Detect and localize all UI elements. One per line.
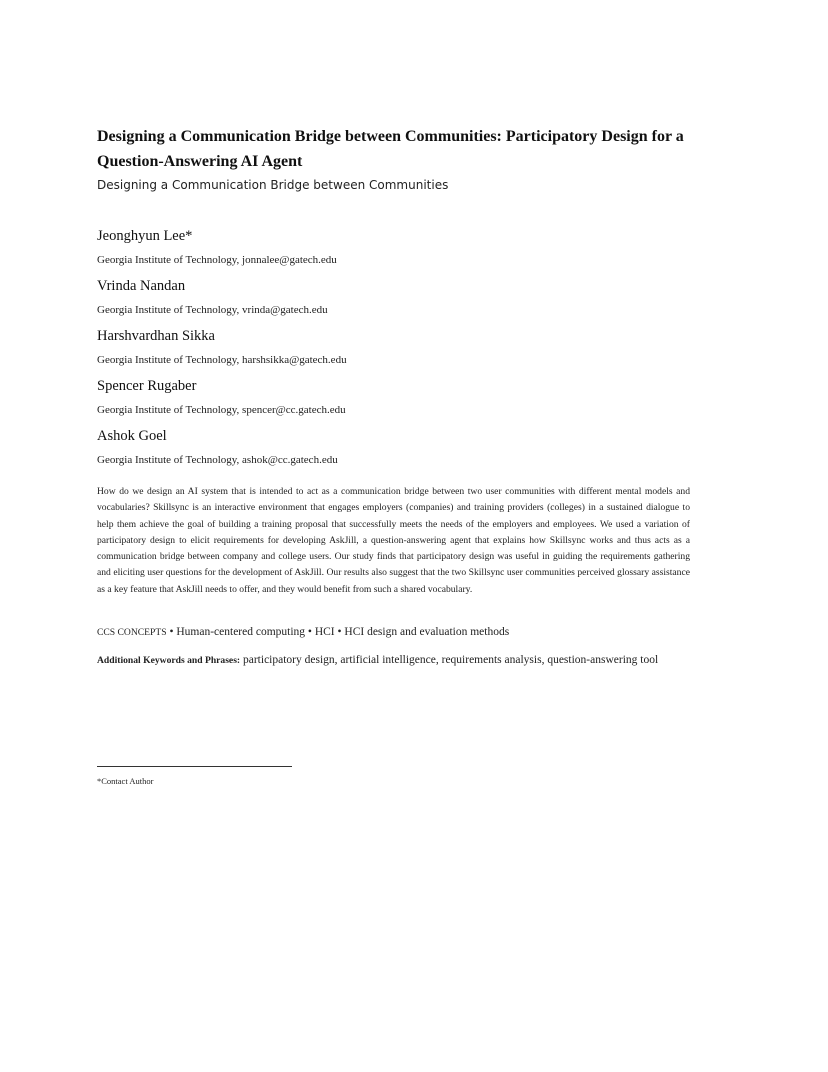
footnote-divider: [97, 766, 292, 767]
keywords-label: Additional Keywords and Phrases:: [97, 655, 241, 666]
author-affiliation: Georgia Institute of Technology, ashok@cc.gatech.edu: [97, 454, 338, 466]
ccs-text: • Human-centered computing • HCI • HCI design and evaluation methods: [166, 626, 510, 638]
ccs-label: CCS CONCEPTS: [97, 627, 167, 638]
author-name: Spencer Rugaber: [97, 378, 197, 394]
author-name: Vrinda Nandan: [97, 278, 186, 294]
footnote: *Contact Author: [97, 776, 154, 786]
keywords: [97, 652, 690, 670]
author-block: [97, 226, 737, 276]
abstract: How do we design an AI system that is intended to act as a communication bridge between two user communities with different mental models and vocabularies? Skillsync is an interactive environment that engages employers (companies) and training providers (colleges) in a sustained dialogue to help them achieve the goal of building a training proposal that successfully meets the needs of the employers and employees. We used a variation of participatory design to elicit requirements for developing AskJill, a question-answering agent that explains how Skillsync works and thus acts as a communication bridge between company and college users. Our study finds that participatory design was useful in guiding the requirements gathering and eliciting user questions for the development of AskJill. Our results also suggest that the two Skillsync user communities perceived glossary assistance as a key feature that AskJill needs to offer, and they would benefit from such a shared vocabulary.: [97, 486, 690, 595]
author-affiliation: Georgia Institute of Technology, jonnalee@gatech.edu: [97, 254, 337, 266]
author-name: Ashok Goel: [97, 428, 167, 444]
author-block: [97, 326, 737, 376]
keywords-text: participatory design, artificial intelligence, requirements analysis, question-answering tool: [240, 654, 659, 666]
author-affiliation: Georgia Institute of Technology, harshsikka@gatech.edu: [97, 354, 347, 366]
author-name: Harshvardhan Sikka: [97, 328, 215, 344]
author-block: [97, 276, 737, 326]
author-name: Jeonghyun Lee*: [97, 228, 193, 244]
author-block: [97, 376, 737, 426]
paper-subtitle: Designing a Communication Bridge between Communities: [97, 178, 449, 192]
author-block: [97, 426, 737, 476]
author-affiliation: Georgia Institute of Technology, vrinda@gatech.edu: [97, 304, 328, 316]
author-list: [97, 226, 737, 476]
ccs-concepts: [97, 624, 717, 641]
author-affiliation: Georgia Institute of Technology, spencer@cc.gatech.edu: [97, 404, 346, 416]
paper-title: Designing a Communication Bridge between Communities: Participatory Design for a Question-Answering AI Agent: [97, 128, 684, 170]
